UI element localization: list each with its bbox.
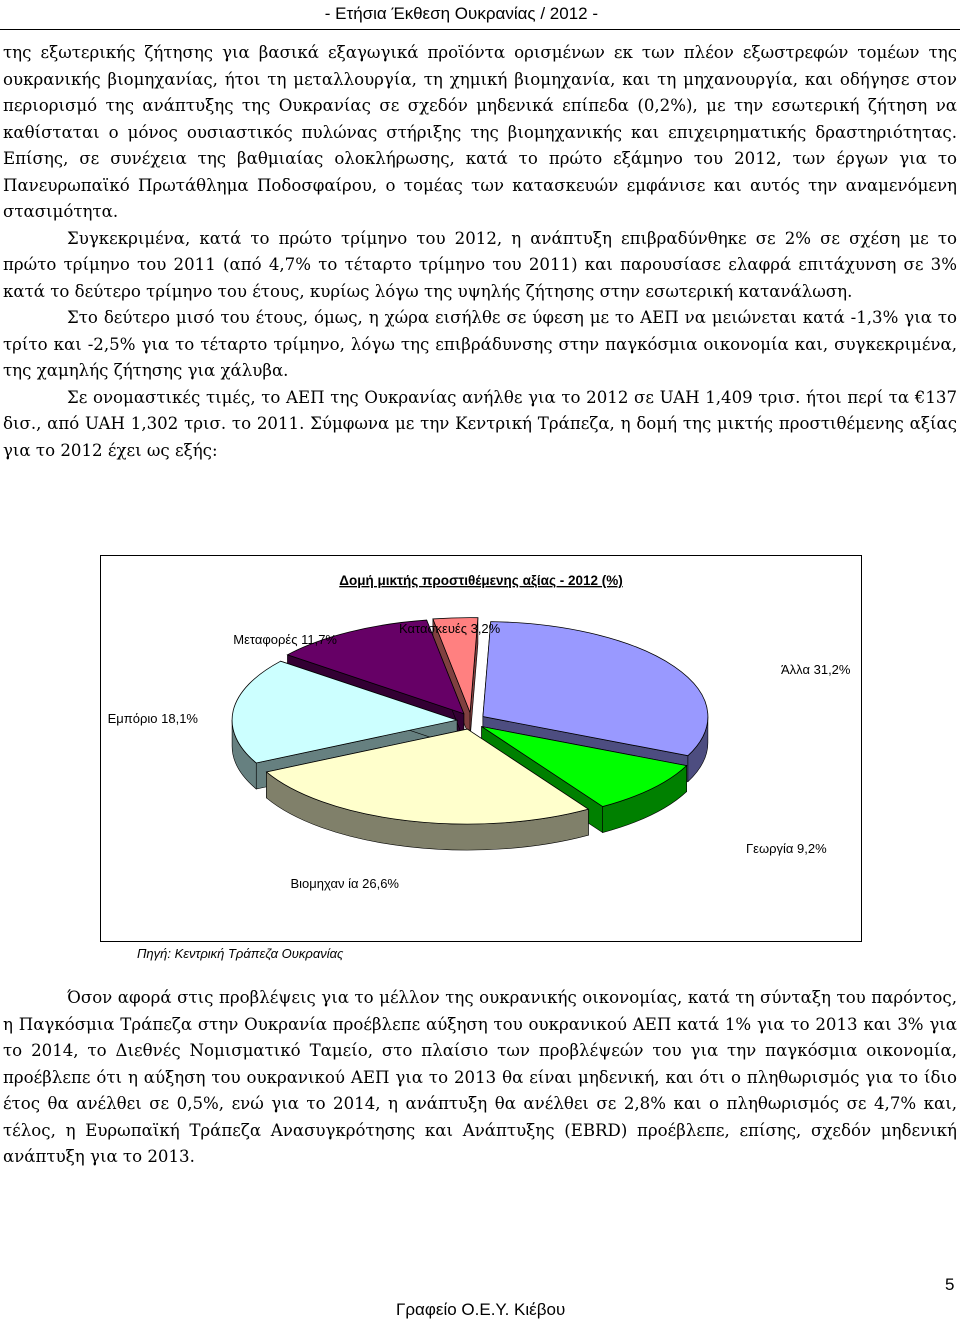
pie-data-label: Άλλα 31,2% <box>781 662 851 677</box>
pie-chart <box>100 555 862 942</box>
body-text-bottom <box>3 985 957 1171</box>
footer-office: Γραφείο Ο.Ε.Υ. Κιέβου <box>396 1300 566 1319</box>
chart-title: Δομή μικτής προστιθέμενης αξίας - 2012 (%) <box>339 573 623 588</box>
pie-data-label: Εμπόριο 18,1% <box>107 711 198 726</box>
paragraph: Στο δεύτερο μισό του έτους, όμως, η χώρα εισήλθε σε ύφεση με το ΑΕΠ να μειώνεται κατά -1,3% για το τρίτο και -2,5% για το τέταρτο τρίμηνο, λόγω της επιβράδυνσης στην παγκόσμια οικονομία και, συγκεκριμένα, της χαμηλής ζήτησης για χάλυβα. <box>3 308 957 380</box>
header-rule <box>0 29 960 30</box>
pie-chart-canvas <box>101 556 861 941</box>
paragraph: Όσον αφορά στις προβλέψεις για το μέλλον της ουκρανικής οικονομίας, κατά τη σύνταξη του παρόντος, η Παγκόσμια Τράπεζα στην Ουκρανία προέβλεπε αύξηση του ουκρανικού ΑΕΠ κατά 1% για το 2013 και 3% για το 2014, το Διεθνές Νομισματικό Ταμείο, στο πλαίσιο των προβλέψεών του για την παγκόσμια οικονομία, προέβλεπε ότι η αύξηση του ουκρανικού ΑΕΠ για το 2013 θα είναι μηδενική, και ότι ο πληθωρισμός για το ίδιο έτος θα ανέλθει σε 0,5%, ενώ για το 2014, η ανάπτυξη θα ανέλθει σε 2,8% και ο πληθωρισμός σε 4,7% και, τέλος, η Ευρωπαϊκή Τράπεζα Ανασυγκρότησης και Ανάπτυξης (EBRD) προέβλεπε, επίσης, σχεδόν μηδενική ανάπτυξη για το 2013. <box>3 988 957 1166</box>
paragraph: της εξωτερικής ζήτησης για βασικά εξαγωγικά προϊόντα ορισμένων εκ των πλέον εξωστρεφών τομέων της ουκρανικής βιομηχανίας, ήτοι τη μεταλλουργία, τη χημική βιομηχανία, και τη μηχανουργία, και οδήγησε στον περιορισμό της ανάπτυξης της Ουκρανίας σε σχεδόν μηδενικά επίπεδα (0,2%), με την εσωτερική ζήτηση να καθίσταται ο μόνος ουσιαστικός πυλώνας στήριξης της βιομηχανικής και επιχειρηματικής δραστηριότητας. Επίσης, σε συνέχεια της βαθμιαίας ολοκλήρωσης, κατά το πρώτο εξάμηνο του 2012, των έργων για το Πανευρωπαϊκό Πρωτάθλημα Ποδοσφαίρου, ο τομέας των κατασκευών εμφάνισε και αυτός την αναμενόμενη στασιμότητα. <box>3 43 957 221</box>
pie-data-label: Μεταφορές 11,7% <box>233 632 337 647</box>
running-header: - Ετήσια Έκθεση Ουκρανίας / 2012 - <box>324 4 598 23</box>
pie-data-label: Βιομηχαν ία 26,6% <box>290 876 399 891</box>
body-text-top <box>3 40 957 464</box>
pie-data-label: Κατασκευές 3,2% <box>399 621 501 636</box>
page-number: 5 <box>945 1275 955 1294</box>
paragraph: Συγκεκριμένα, κατά το πρώτο τρίμηνο του 2012, η ανάπτυξη επιβραδύνθηκε σε 2% σε σχέση με το πρώτο τρίμηνο του 2011 (από 4,7% το τέταρτο τρίμηνο του 2011) και παρουσίασε ελαφρά επιτάχυνση σε 3% κατά το δεύτερο τρίμηνο του έτους, κυρίως λόγω της υψηλής ζήτησης στην εσωτερική κατανάλωση. <box>3 228 957 301</box>
paragraph: Σε ονομαστικές τιμές, το ΑΕΠ της Ουκρανίας ανήλθε για το 2012 σε UAH 1,409 τρισ. ήτοι περί τα €137 δισ., από UAH 1,302 τρισ. το 2011. Σύμφωνα με την Κεντρική Τράπεζα, η δομή της μικτής προστιθέμενης αξίας για το 2012 έχει ως εξής: <box>3 387 957 460</box>
pie-data-label: Γεωργία 9,2% <box>746 841 827 856</box>
chart-source-note: Πηγή: Κεντρική Τράπεζα Ουκρανίας <box>137 946 344 961</box>
pie-slices <box>232 618 708 850</box>
